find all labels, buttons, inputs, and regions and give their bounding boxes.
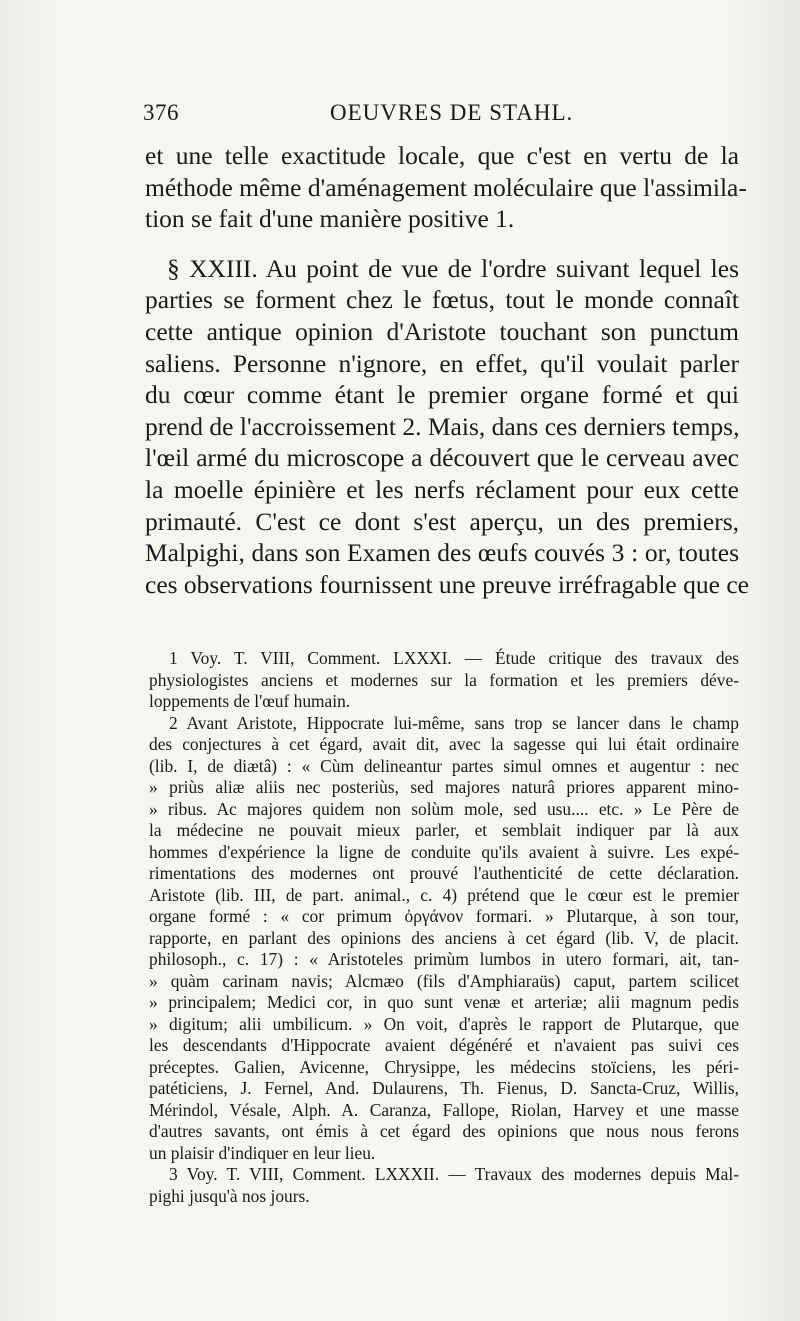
footnote-line: Mérindol, Vésale, Alph. A. Caranza, Fallope, Riolan, Harvey et une masse — [149, 1099, 739, 1120]
footnote-line: la médecine ne pouvait mieux parler, et semblait indiquer par là aux — [149, 820, 739, 840]
footnote-1 — [149, 648, 739, 713]
footnote-line: philosoph., c. 17) : « Aristoteles primùm lumbos in utero formari, ait, tan- — [149, 949, 739, 969]
footnote-3 — [149, 1164, 739, 1207]
page-header — [143, 100, 743, 134]
footnote-line: hommes d'expérience la ligne de conduite qu'ils avaient à suivre. Les expé- — [149, 841, 739, 862]
paragraph-1 — [145, 140, 747, 235]
footnote-2 — [149, 713, 739, 1165]
text-line: § XXIII. Au point de vue de l'ordre suivant lequel les — [167, 253, 739, 283]
text-line: parties se forment chez le fœtus, tout le monde connaît — [145, 285, 739, 315]
footnote-line: rapporte, en parlant des opinions des anciens à cet égard (lib. V, de placit. — [149, 927, 739, 948]
text-line: tion se fait d'une manière positive 1. — [145, 204, 515, 234]
text-line: Malpighi, dans son Examen des œufs couvés 3 : or, toutes — [145, 538, 739, 568]
footnote-line: pighi jusqu'à nos jours. — [149, 1185, 310, 1206]
footnote-line: préceptes. Galien, Avicenne, Chrysippe, les médecins stoïciens, les péri- — [149, 1056, 739, 1077]
footnote-line: » quàm carinam navis; Alcmæo (fils d'Amphiaraüs) caput, partem scilicet — [149, 970, 739, 991]
footnotes — [149, 648, 739, 1207]
text-line: saliens. Personne n'ignore, en effet, qu'il voulait parler — [145, 348, 739, 378]
footnote-line: loppements de l'œuf humain. — [149, 691, 351, 711]
text-line: l'œil armé du microscope a découvert que le cerveau avec — [145, 443, 739, 473]
text-line: du cœur comme étant le premier organe formé et qui — [145, 380, 739, 410]
running-title: OEUVRES DE STAHL. — [330, 100, 574, 125]
footnote-line: rimentations des modernes ont prouvé l'authenticité de cette déclaration. — [149, 863, 739, 883]
footnote-line: 1 Voy. T. VIII, Comment. LXXXI. — Étude critique des travaux des — [169, 648, 739, 668]
paragraph-section-xxiii — [145, 253, 749, 601]
main-text — [145, 140, 749, 600]
page-number: 376 — [143, 100, 179, 125]
footnote-line: organe formé : « cor primum ὀργάνον formari. » Plutarque, à son tour, — [149, 906, 739, 926]
footnote-line: Aristote (lib. III, de part. animal., c. 4) prétend que le cœur est le premier — [149, 884, 739, 905]
footnote-line: » ribus. Ac majores quidem non solùm mole, sed usu.... etc. » Le Père de — [149, 798, 739, 819]
footnote-line: » digitum; alii umbilicum. » On voit, d'après le rapport de Plutarque, que — [149, 1013, 739, 1034]
text-line: la moelle épinière et les nerfs réclament pour eux cette — [145, 474, 739, 504]
footnote-line: physiologistes anciens et modernes sur la formation et les premiers déve- — [149, 669, 739, 690]
footnote-line: » priùs aliæ aliis nec posteriùs, sed majores naturâ priores apparent mino- — [149, 777, 739, 797]
footnote-line: des conjectures à cet égard, avait dit, avec la sagesse qui lui était ordinaire — [149, 734, 739, 754]
text-line: prend de l'accroissement 2. Mais, dans ces derniers temps, — [145, 411, 740, 441]
footnote-line: un plaisir d'indiquer en leur lieu. — [149, 1142, 376, 1163]
text-line: ces observations fournissent une preuve irréfragable que ce — [145, 569, 749, 599]
footnote-line: les descendants d'Hippocrate avaient dégénéré et n'avaient pas suivi ces — [149, 1035, 739, 1055]
footnote-line: (lib. I, de diætâ) : « Cùm delineantur partes simul omnes et augentur : nec — [149, 755, 739, 776]
text-line: méthode même d'aménagement moléculaire que l'assimila- — [145, 172, 747, 202]
text-line: cette antique opinion d'Aristote touchant son punctum — [145, 316, 739, 346]
footnote-line: » principalem; Medici cor, in quo sunt venæ et arteriæ; alii magnum pedis — [149, 992, 739, 1012]
footnote-line: patéticiens, J. Fernel, And. Dulaurens, Th. Fienus, D. Sancta-Cruz, Willis, — [149, 1078, 739, 1098]
footnote-line: 3 Voy. T. VIII, Comment. LXXXII. — Travaux des modernes depuis Mal- — [169, 1164, 739, 1184]
text-line: primauté. C'est ce dont s'est aperçu, un des premiers, — [145, 506, 739, 536]
footnote-line: 2 Avant Aristote, Hippocrate lui-même, sans trop se lancer dans le champ — [169, 712, 739, 733]
footnote-line: d'autres savants, ont émis à cet égard des opinions que nous nous ferons — [149, 1121, 739, 1141]
text-line: et une telle exactitude locale, que c'est en vertu de la — [145, 141, 739, 170]
